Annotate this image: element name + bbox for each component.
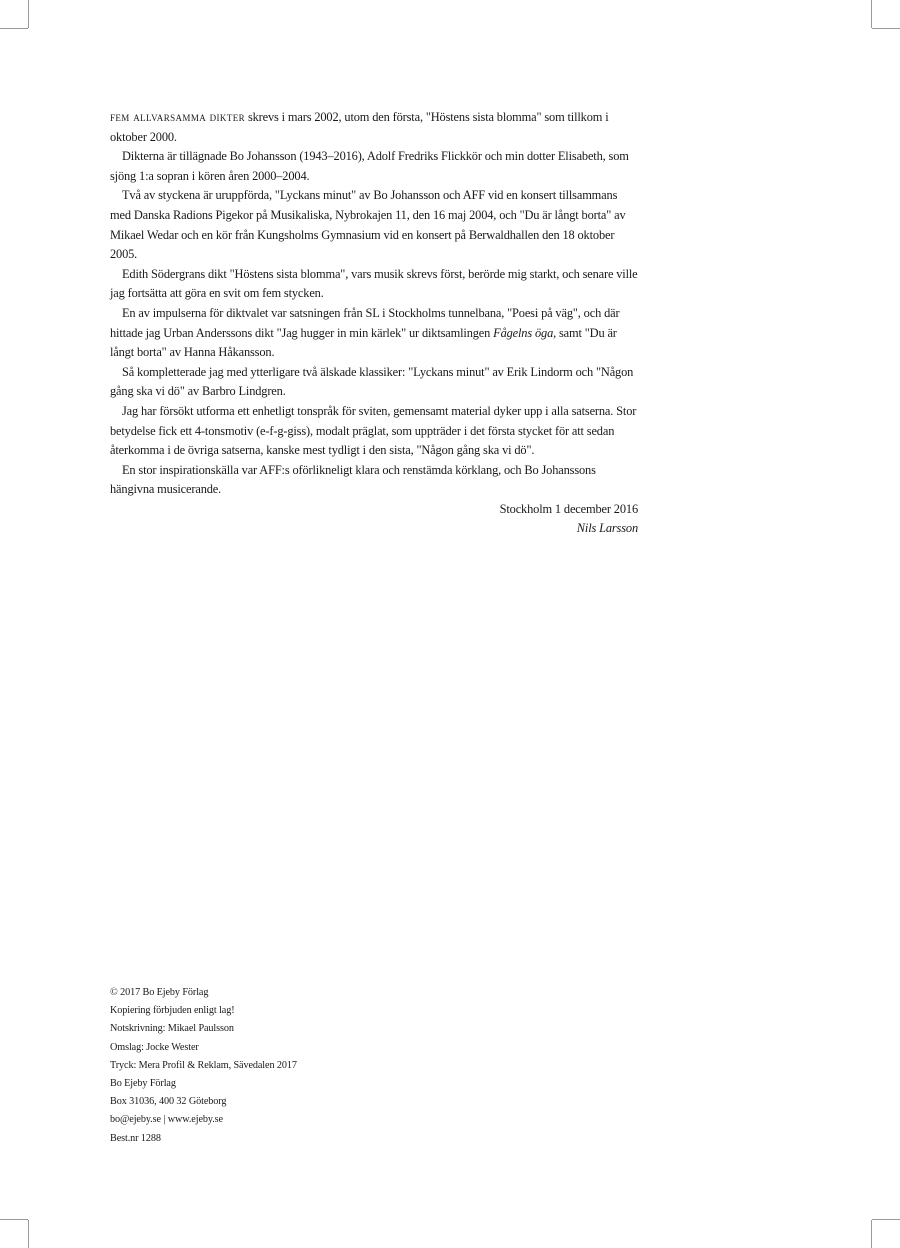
colophon [110,984,297,1148]
signature-block [110,500,638,539]
crop-mark-top-right-vertical [871,0,872,28]
colophon-notation: Notskrivning: Mikael Paulsson [110,1023,234,1035]
colophon-print: Tryck: Mera Profil & Reklam, Sävedalen 2017 [110,1059,297,1071]
crop-mark-bottom-left [0,1219,28,1220]
crop-mark-bottom-right-vertical [871,1220,872,1248]
colophon-publisher: Bo Ejeby Förlag [110,1078,176,1090]
paragraph-tonal-language: Jag har försökt utforma ett enhetligt tonspråk för sviten, gemensamt material dyker upp i alla satserna. Stor betydelse fick ett 4-tonsmotiv (e-f-g-giss), modalt präglat, som uppträder i det första stycket för att sedan återkomma i de övriga satserna, kanske mest tydligt i den sista, "Någon gång ska vi dö". [110,403,637,458]
colophon-cover: Omslag: Jocke Wester [110,1041,199,1053]
impulses-text-after: , samt "Du är långt borta" av Hanna Håkansson. [110,325,617,360]
paragraph-premieres: Två av styckena är uruppförda, "Lyckans minut" av Bo Johansson och AFF vid en konsert tillsammans med Danska Radions Pigekor på Musikaliska, Nybrokajen 11, den 16 maj 2004, och "Du är långt borta" av Mikael Wedar och en kör från Kungsholms Gymnasium vid en konsert på Berwaldhallen den 18 oktober 2005. [110,188,626,262]
paragraph-inspiration: En stor inspirationskälla var AFF:s oförlikneligt klara och renstämda körklang, och Bo Johanssons hängivna musicerande. [110,462,596,497]
author-name: Nils Larsson [576,521,638,536]
impulses-text-before: En av impulserna för diktvalet var satsningen från SL i Stockholms tunnelbana, "Poesi på väg", och där hittade jag Urban Anderssons dikt "Jag hugger in min kärlek" ur diktsamlingen [110,305,620,340]
paragraph-dedication: Dikterna är tillägnade Bo Johansson (1943–2016), Adolf Fredriks Flickkör och min dotter Elisabeth, som sjöng 1:a sopran i kören åren 2000–2004. [110,149,629,183]
colophon-order-number: Best.nr 1288 [110,1132,161,1144]
crop-mark-top-left-vertical [28,0,29,28]
paragraph-intro [110,108,638,147]
crop-mark-bottom-left-vertical [28,1220,29,1248]
colophon-copyright: © 2017 Bo Ejeby Förlag [110,987,209,998]
colophon-address: Box 31036, 400 32 Göteborg [110,1096,227,1108]
preface-text [110,108,638,539]
crop-mark-top-right [872,28,900,29]
colophon-copying: Kopiering förbjuden enligt lag! [110,1005,235,1017]
intro-lead: fem allvarsamma dikter [110,110,246,124]
paragraph-impulses [110,304,638,363]
crop-mark-bottom-right [872,1219,900,1220]
signature-place-date: Stockholm 1 december 2016 [499,501,638,516]
intro-text: skrevs i mars 2002, utom den första, "Höstens sista blomma" som tillkom i oktober 2000. [110,110,609,144]
signature-author [110,519,638,539]
paragraph-sodergran: Edith Södergrans dikt "Höstens sista blomma", vars musik skrevs först, berörde mig starkt, och senare ville jag fortsätta att göra en svit om fem stycken. [110,266,638,301]
paragraph-classics: Så kompletterade jag med ytterligare två älskade klassiker: "Lyckans minut" av Erik Lindorm och "Någon gång ska vi dö" av Barbro Lindgren. [110,364,634,399]
book-title: Fågelns öga [493,325,554,340]
crop-mark-top-left [0,28,28,29]
colophon-contact: bo@ejeby.se | www.ejeby.se [110,1114,223,1126]
